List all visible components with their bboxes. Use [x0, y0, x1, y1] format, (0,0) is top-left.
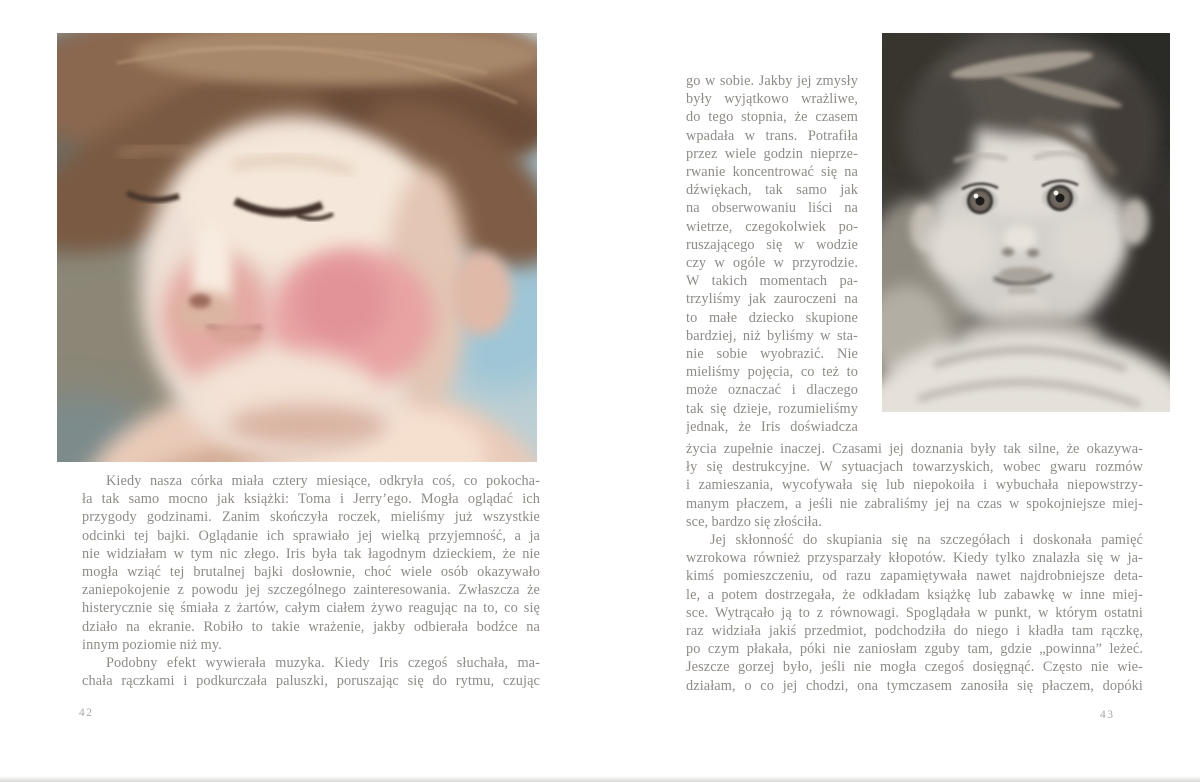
text-line: wpadała w trans. Potrafiła: [686, 127, 858, 144]
page-bottom-shadow: [0, 776, 1200, 782]
text-line: na obserwowaniu liści na: [686, 200, 858, 217]
text-line: do tego stopnia, że czasem: [686, 109, 858, 126]
text-line: go w sobie. Jakby jej zmysły: [686, 73, 858, 89]
page-number-left: 42: [79, 707, 94, 719]
baby-photo-color-illustration: [57, 33, 537, 462]
text-line: i zamieszania, wycofywała się lub niepokoiła i wybuchała niepowstrzy-: [686, 477, 1143, 494]
text-line: życia zupełnie inaczej. Czasami jej doznania były tak silne, że okazywa-: [686, 441, 1143, 457]
text-line: sce. Wytrącało ją to z równowagi. Spoglądała w punkt, w którym ostatni: [686, 604, 1143, 621]
baby-ear: [452, 251, 512, 335]
text-line: rwanie koncentrować się na: [686, 164, 858, 181]
text-line: zaniepokojenie z powodu jej szczególnego zainteresowania. Zwłaszcza że: [82, 582, 540, 599]
text-line: mogła wziąć tej brutalnej bajki dosłownie, choć wiele osób okazywało: [82, 564, 540, 581]
text-line: były wyjątkowo wrażliwe,: [686, 91, 858, 108]
text-line: czy w ogóle w przyrodzie.: [686, 255, 858, 272]
text-line: odcinki tej bajki. Oglądanie ich sprawiało jej wielką przyjemność, a ja: [82, 527, 540, 544]
baby-photo-color: [57, 33, 537, 462]
baby-ear-right: [1119, 197, 1149, 245]
paragraph: [686, 531, 1143, 695]
text-line: mieliśmy pojęcia, co też to: [686, 364, 858, 381]
text-line: przygody godzinami. Zanim skończyła roczek, mieliśmy już wszystkie: [82, 509, 540, 526]
paragraph: [82, 472, 540, 654]
text-line: tak się dzieje, rozumieliśmy: [686, 400, 858, 417]
text-column: [686, 72, 858, 436]
text-line: wzrokowa również przysparzały kłopotów. Kiedy tylko znalazła się w ja-: [686, 550, 1143, 567]
text-line: ruszającego się w wodzie: [686, 236, 858, 253]
text-line: W takich momentach pa-: [686, 273, 858, 290]
text-line: dźwiękach, tak samo jak: [686, 182, 858, 199]
text-line: innym poziomie niż my.: [82, 636, 222, 653]
text-line: le, a potem dostrzegała, że odkładam książkę lub zabawkę w inne miej-: [686, 586, 1143, 603]
text-line: Jej skłonność do skupiania się na szczegółach i doskonała pamięć: [710, 532, 1143, 548]
text-line: chała rączkami i podkurczała paluszki, poruszając się do rytmu, czując: [82, 673, 540, 690]
text-line: Jeszcze gorzej było, jeśli nie mogła czegoś dosięgnąć. Często nie wie-: [686, 659, 1143, 676]
text-line: nie sobie wyobrazić. Nie: [686, 346, 858, 363]
text-line: wietrze, czegokolwiek po-: [686, 218, 858, 235]
text-line: sce, bardzo się złościła.: [686, 513, 822, 530]
text-line: ły się destrukcyjne. W sytuacjach towarzyskich, wobec gwaru rozmów: [686, 459, 1143, 476]
text-line: ła tak samo mocno jak książki: Toma i Jerry’ego. Mogła oglądać ich: [82, 491, 540, 508]
text-line: histerycznie się śmiała z żartów, całym ciałem żywo reagując na to, co się: [82, 600, 540, 617]
paragraph: [82, 654, 540, 690]
text-line: nie widziałam w tym nic złego. Iris była tak łagodnym dzieckiem, że nie: [82, 545, 540, 562]
text-line: trzyliśmy jak zauroczeni na: [686, 291, 858, 308]
paragraph: [686, 440, 1143, 531]
text-line: przez wiele godzin nieprze-: [686, 145, 858, 162]
text-line: jednak, że Iris doświadcza: [686, 418, 858, 435]
text-line: raz widziała jakiś przedmiot, podchodziła do niego i kładła tam rączkę,: [686, 623, 1143, 640]
text-line: Podobny efekt wywierała muzyka. Kiedy Iris czegoś słuchała, ma-: [106, 655, 540, 671]
text-line: Kiedy nasza córka miała cztery miesiące, odkryła coś, co pokocha-: [106, 473, 540, 489]
baby-photo-bw-illustration: [882, 33, 1170, 412]
text-line: może oznaczać i dlaczego: [686, 382, 858, 399]
text-line: bardziej, niż byliśmy w sta-: [686, 327, 858, 344]
text-line: działam, o co jej chodzi, ona tymczasem zanosiła się płaczem, dopóki: [686, 677, 1143, 694]
page-number-right: 43: [1100, 709, 1115, 721]
text-line: kimś pomieszczeniu, od razu zapamiętywała nawet najdrobniejsze deta-: [686, 568, 1143, 585]
text-line: działo na ekranie. Robiło to takie wrażenie, jakby odbierała bodźce na: [82, 618, 540, 635]
text-line: manym płaczem, a jeśli nie zabraliśmy jej na czas w spokojniejsze miej-: [686, 495, 1143, 512]
text-line: po czym płakała, póki nie zaniosłam zguby tam, gdzie „powinna” leżeć.: [686, 641, 1143, 658]
baby-photo-bw: [882, 33, 1170, 412]
text-line: to małe dziecko skupione: [686, 309, 858, 326]
